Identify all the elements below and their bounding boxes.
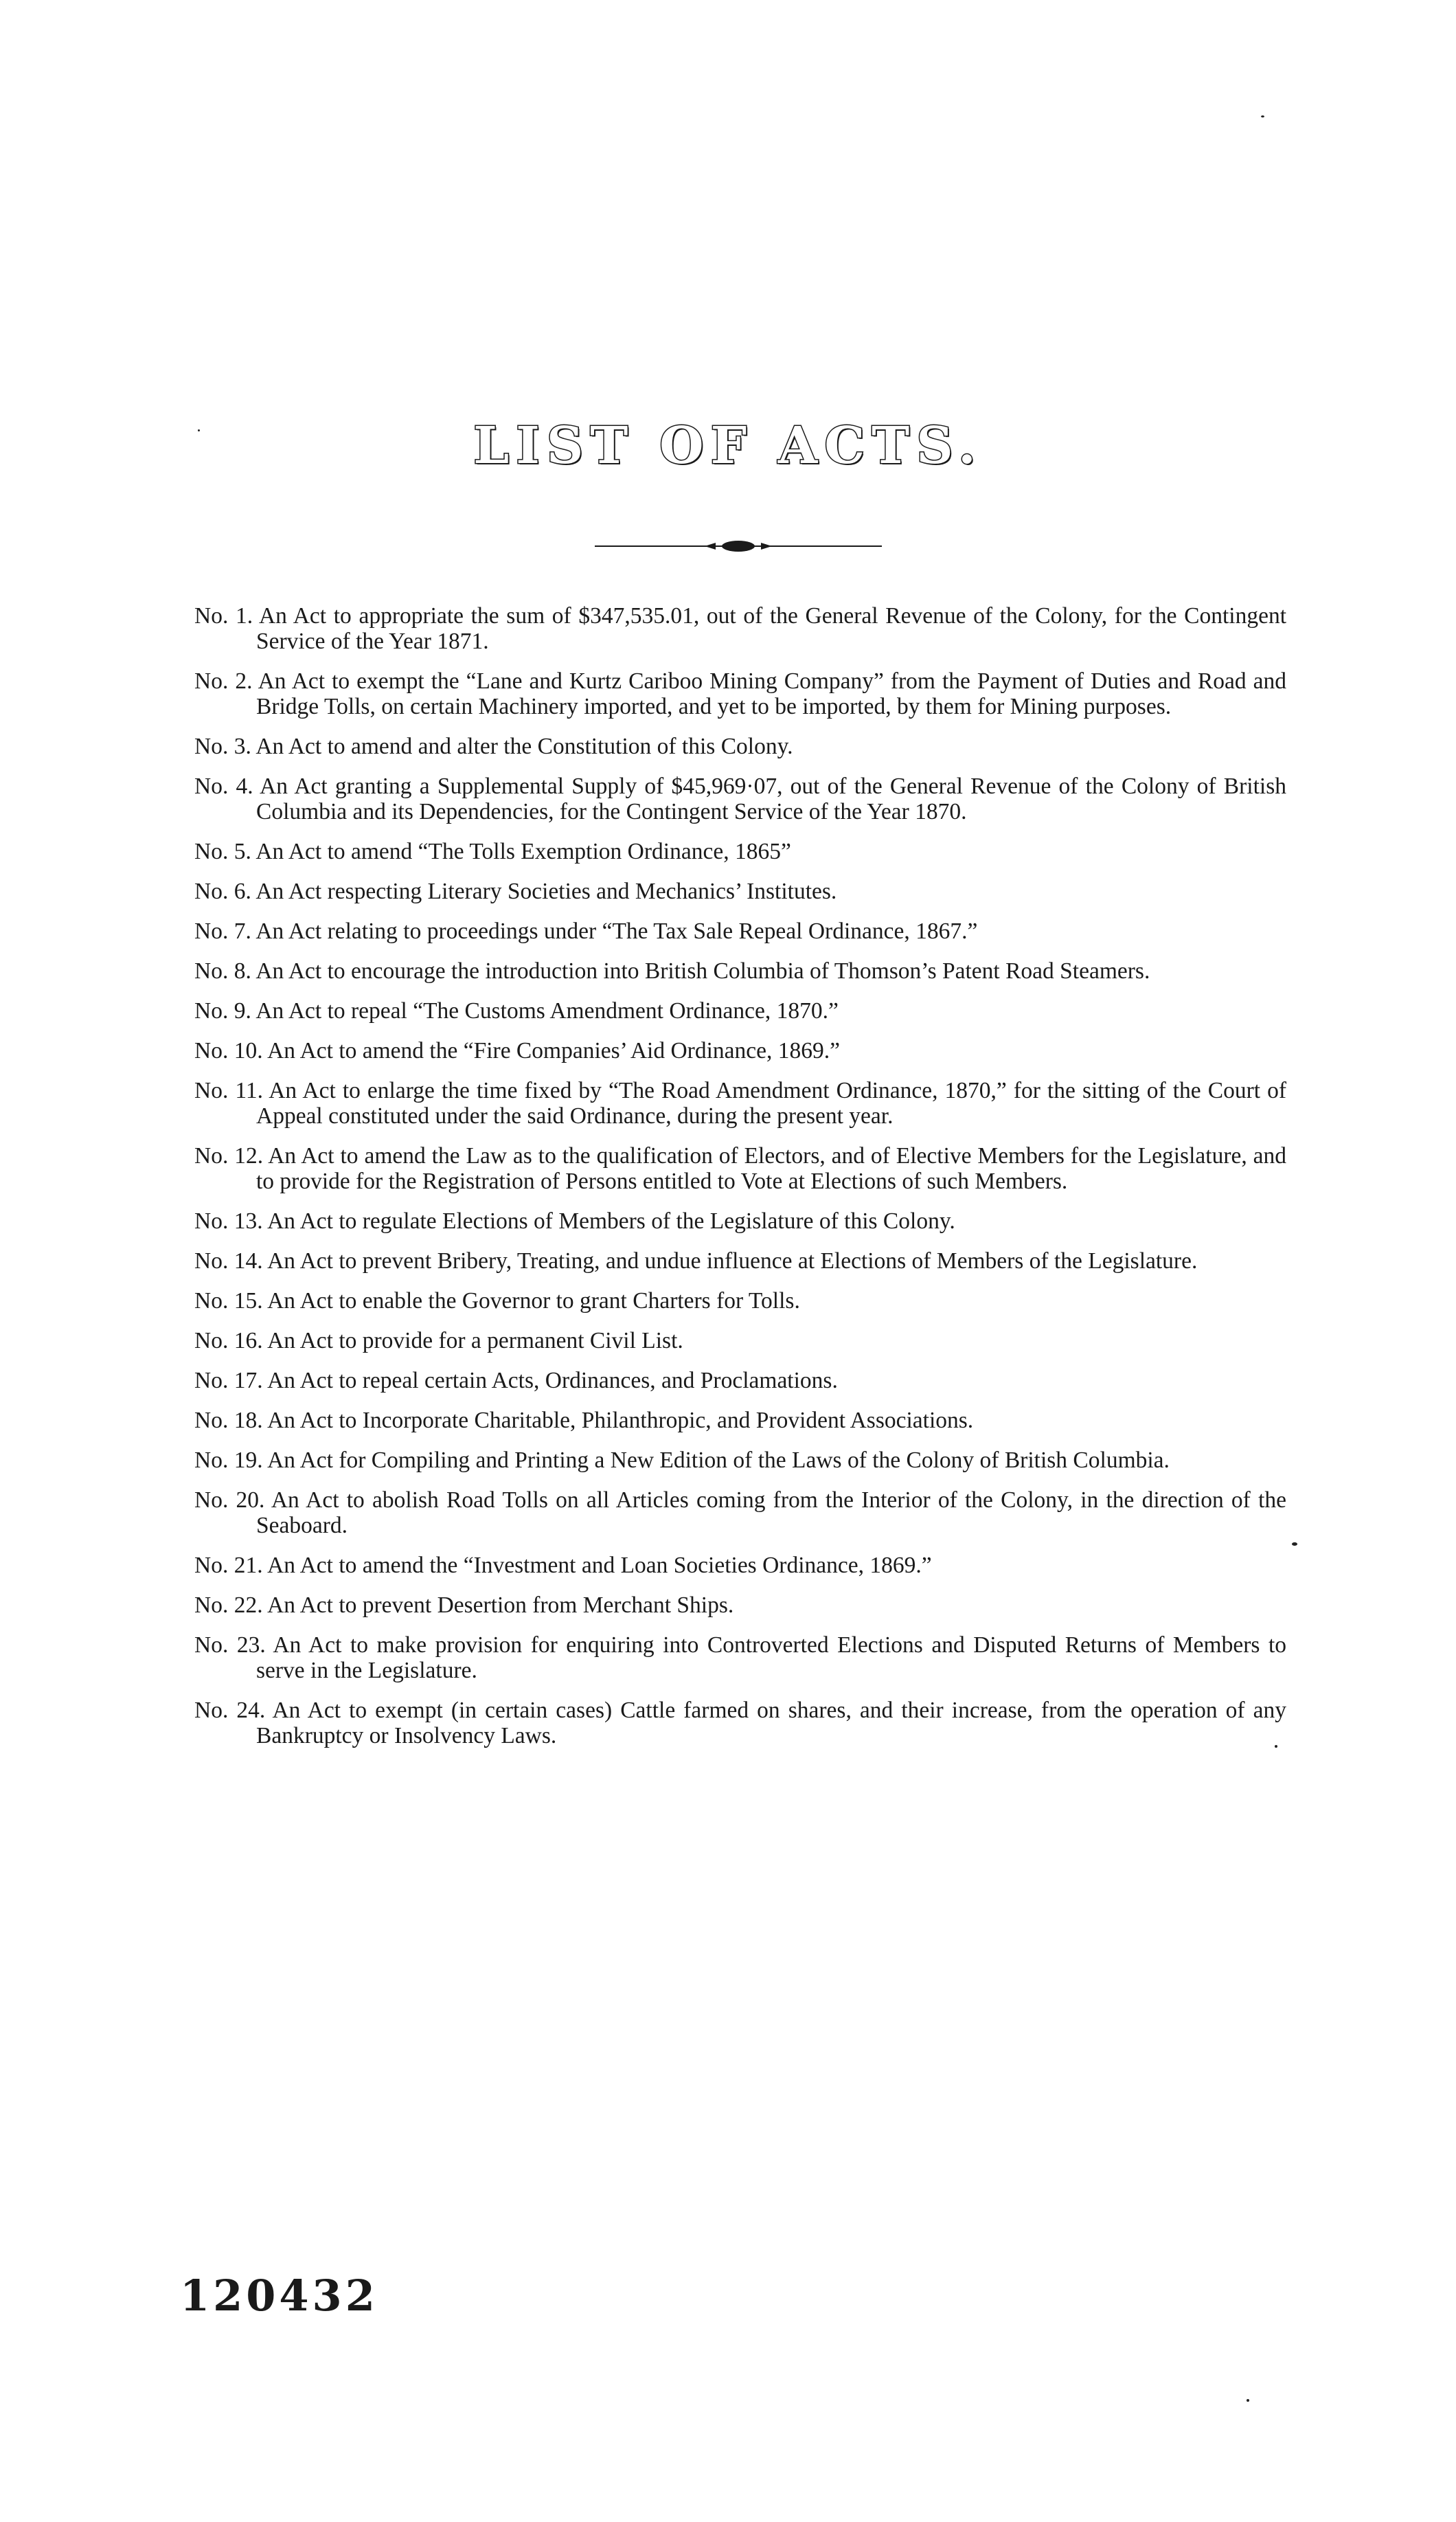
act-entry [194,1632,1286,1683]
act-title: An Act granting a Supplemental Supply of $45,969·07, out of the General Revenue of the Colony of British Columbia and its Dependencies, for the Contingent Service of the Year 1870. [256,774,1287,824]
act-entry [194,839,1286,864]
act-entry [194,1143,1286,1194]
act-number: No. 1. [194,603,253,629]
act-number: No. 20. [194,1487,265,1513]
act-title: An Act to enlarge the time fixed by “The Road Amendment Ordinance, 1870,” for the sitting of the Court of Appeal constituted under the said Ordinance, during the present year. [256,1078,1286,1129]
act-entry [194,1208,1286,1234]
act-entry [194,1698,1286,1748]
act-entry [194,1078,1286,1129]
act-entry [194,1487,1286,1538]
act-title: An Act to amend the “Investment and Loan Societies Ordinance, 1869.” [267,1553,932,1578]
act-entry [194,1592,1286,1618]
act-number: No. 23. [194,1632,266,1658]
act-entry [194,668,1286,719]
act-number: No. 22. [194,1592,263,1618]
act-entry [194,998,1286,1024]
act-title: An Act to prevent Bribery, Treating, and undue influence at Elections of Members of the Legislature. [267,1248,1198,1274]
ink-speck [1292,1542,1297,1546]
act-title: An Act to repeal “The Customs Amendment Ordinance, 1870.” [255,998,839,1024]
act-title: An Act to enable the Governor to grant Charters for Tolls. [267,1288,800,1314]
act-title: An Act to amend the “Fire Companies’ Aid Ordinance, 1869.” [267,1038,840,1063]
act-title: An Act for Compiling and Printing a New Edition of the Laws of the Colony of British Columbia. [267,1448,1170,1473]
act-number: No. 19. [194,1448,263,1473]
act-title: An Act to make provision for enquiring into Controverted Elections and Disputed Returns of Members to serve in the Legislature. [256,1632,1287,1683]
act-number: No. 11. [194,1078,264,1103]
act-title: An Act to abolish Road Tolls on all Articles coming from the Interior of the Colony, in the direction of the Seaboard. [256,1487,1286,1538]
act-number: No. 14. [194,1248,263,1274]
act-title: An Act relating to proceedings under “The Tax Sale Repeal Ordinance, 1867.” [255,919,978,944]
page-title: LIST OF ACTS. [473,416,983,475]
act-number: No. 15. [194,1288,263,1314]
ink-speck [1261,115,1264,117]
act-number: No. 12. [194,1143,264,1169]
act-entry [194,603,1286,654]
act-entry [194,1368,1286,1393]
act-entry [194,1288,1286,1314]
act-number: No. 9. [194,998,251,1024]
act-title: An Act to exempt (in certain cases) Cattle farmed on shares, and their increase, from the operation of any Bankruptcy or Insolvency Laws. [256,1698,1286,1748]
act-entry [194,734,1286,759]
act-number: No. 4. [194,774,253,799]
act-entry [194,879,1286,904]
act-entry [194,1328,1286,1353]
act-number: No. 6. [194,879,251,904]
act-title: An Act to exempt the “Lane and Kurtz Cariboo Mining Company” from the Payment of Duties and Road and Bridge Tolls, on certain Machinery imported, and yet to be imported, by them for Mining purposes. [256,668,1286,719]
act-entry [194,1448,1286,1473]
act-number: No. 2. [194,668,253,694]
act-title: An Act to regulate Elections of Members of the Legislature of this Colony. [267,1208,955,1234]
act-number: No. 3. [194,734,251,759]
acts-list [194,603,1286,1763]
act-number: No. 10. [194,1038,263,1063]
accession-number: 120432 [180,2271,378,2321]
act-entry [194,958,1286,984]
title-ornament-rule [595,532,882,560]
act-number: No. 17. [194,1368,263,1393]
act-number: No. 24. [194,1698,266,1723]
act-number: No. 21. [194,1553,263,1578]
act-number: No. 16. [194,1328,263,1353]
act-number: No. 7. [194,919,251,944]
act-title: An Act to Incorporate Charitable, Philanthropic, and Provident Associations. [267,1408,974,1433]
act-title: An Act to amend the Law as to the qualification of Electors, and of Elective Members for the Legislature, and to provide for the Registration of Persons entitled to Vote at Elections of such Members. [256,1143,1286,1194]
act-number: No. 18. [194,1408,263,1433]
act-number: No. 13. [194,1208,263,1234]
act-title: An Act to amend and alter the Constitution of this Colony. [255,734,793,759]
ink-speck [1247,2399,1249,2402]
act-title: An Act respecting Literary Societies and Mechanics’ Institutes. [255,879,837,904]
act-title: An Act to prevent Desertion from Merchant Ships. [267,1592,734,1618]
act-title: An Act to repeal certain Acts, Ordinances, and Proclamations. [267,1368,838,1393]
act-entry [194,774,1286,824]
act-title: An Act to encourage the introduction into British Columbia of Thomson’s Patent Road Steamers. [255,958,1150,984]
act-entry [194,919,1286,944]
act-number: No. 5. [194,839,251,864]
act-entry [194,1553,1286,1578]
act-title: An Act to provide for a permanent Civil List. [267,1328,683,1353]
act-entry [194,1408,1286,1433]
act-number: No. 8. [194,958,251,984]
act-entry [194,1248,1286,1274]
act-entry [194,1038,1286,1063]
act-title: An Act to appropriate the sum of $347,535.01, out of the General Revenue of the Colony, for the Contingent Service of the Year 1871. [256,603,1287,654]
act-title: An Act to amend “The Tolls Exemption Ordinance, 1865” [255,839,791,864]
